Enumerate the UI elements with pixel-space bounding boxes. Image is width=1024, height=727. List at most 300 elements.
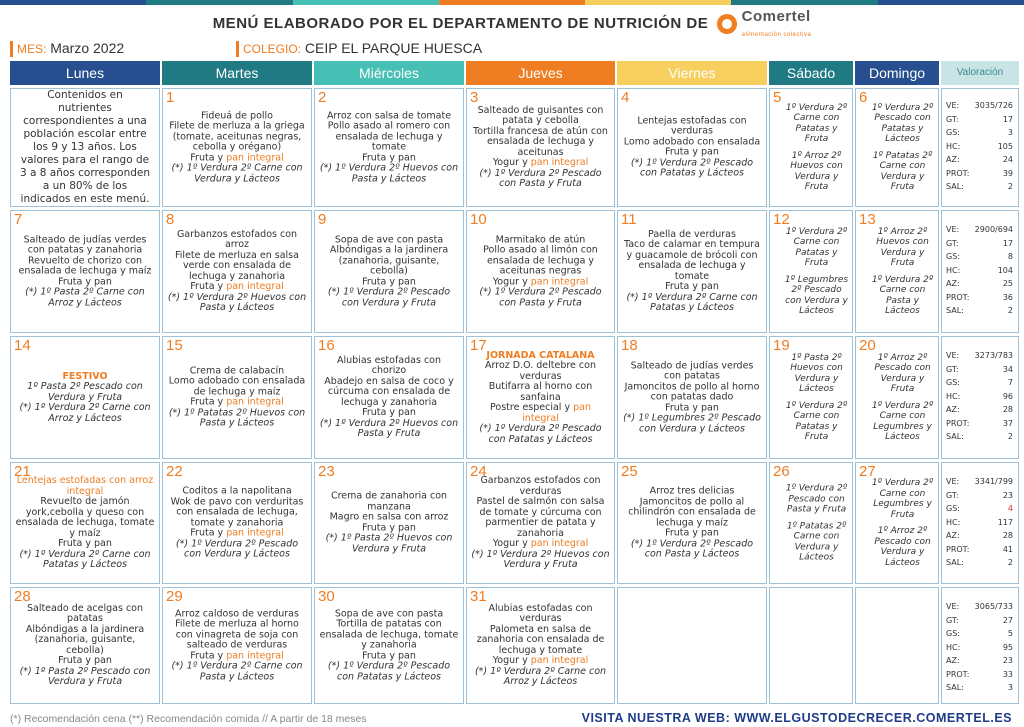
nutrient-row-sal	[946, 430, 1013, 444]
month-marker	[10, 41, 13, 57]
menu-line: (*) 1º Verdura 2º Huevos con Pasta y Lácteos	[319, 162, 459, 184]
menu-line: Fruta y pan integral	[190, 527, 284, 539]
highlight-text: pan integral	[530, 655, 589, 666]
menu-line: Paella de verduras	[648, 228, 736, 240]
day-number: 11	[621, 211, 637, 228]
nutrient-value: 28	[1002, 531, 1013, 540]
day-menu	[319, 609, 459, 683]
nutrient-row-az	[946, 529, 1013, 543]
nutrient-row-ve	[946, 475, 1013, 489]
menu-line: Tortilla de patatas con ensalada de lechuga, tomate y zanahoria	[319, 618, 459, 651]
nutrient-row-gt	[946, 113, 1013, 127]
nutrient-label: GS:	[946, 252, 960, 261]
day-cell	[162, 336, 312, 459]
highlight-text: pan integral	[530, 275, 589, 287]
nutrient-value: 2	[1007, 306, 1013, 315]
nutrient-label: AZ:	[946, 279, 960, 288]
menu-line: 1º Patatas 2º Carne con Verdura y Lácteos	[786, 520, 847, 563]
nutrient-row-az	[946, 403, 1013, 417]
menu-line: Coditos a la napolitana	[182, 485, 292, 497]
nutrient-label: AZ:	[946, 155, 960, 164]
day-cell	[769, 462, 853, 584]
menu-line: Salteado de judías verdes con patatas y zanahoria	[23, 233, 147, 256]
menu-line: (*) 1º Verdura 2º Pescado con Verdura y Fruta	[327, 286, 451, 308]
menu-line: Fruta y pan	[665, 401, 719, 413]
nutrient-row-gs	[946, 250, 1013, 264]
menu-line: 1º Arroz 2º Pescado con Verdura y Lácteos	[874, 526, 931, 568]
nutrient-row-hc	[946, 390, 1013, 404]
menu-line: Fruta y pan integral	[190, 151, 284, 163]
menu-line: Fruta y pan	[58, 275, 112, 287]
menu-line: 1º Arroz 2º Huevos con Verdura y Fruta	[790, 150, 843, 192]
menu-line: Jamoncitos de pollo al horno con patatas dado	[624, 380, 760, 403]
day-number: 21	[14, 463, 31, 480]
day-number: 15	[166, 337, 183, 354]
menu-line: (*) 1º Verdura 2º Carne con Pasta y Lácteos	[171, 660, 303, 682]
day-number: 23	[318, 463, 335, 480]
highlight-text: pan integral	[226, 527, 284, 539]
nutrient-value: 34	[1002, 364, 1013, 374]
footer-website[interactable]: VISITA NUESTRA WEB: WWW.ELGUSTODECRECER.COMERTEL.ES	[581, 711, 1012, 725]
day-number: 1	[166, 89, 175, 106]
nutrient-row-gt	[946, 489, 1013, 503]
day-cell	[855, 88, 939, 207]
menu-line: Fruta y pan	[58, 537, 112, 549]
day-cell	[855, 336, 939, 459]
menu-line: Filete de merluza a la griega (tomate, aceitunas negras, cebolla y orégano)	[169, 120, 305, 153]
day-menu	[870, 353, 935, 443]
menu-line: 1º Legumbres 2º Pescado con Verdura y Lácteos	[784, 274, 849, 316]
nutrient-row-ve	[946, 600, 1013, 614]
day-menu	[167, 230, 307, 314]
day-menu	[471, 235, 610, 309]
day-menu	[471, 106, 610, 190]
nutrient-row-gs	[946, 627, 1013, 641]
menu-line: Fruta y pan	[665, 281, 719, 292]
nutrient-label: PROT:	[946, 292, 970, 302]
menu-line: Sopa de ave con pasta	[334, 607, 444, 619]
highlight-text: pan integral	[522, 401, 591, 424]
menu-line: Wok de pavo con verduritas con ensalada de lechuga, tomate y zanahoria	[170, 495, 304, 528]
menu-line: Garbanzos estofados con verduras	[480, 474, 601, 497]
nutrient-row-sal	[946, 304, 1013, 318]
day-cell	[617, 587, 767, 704]
nutrient-value: 25	[1002, 279, 1013, 288]
day-number: 26	[773, 463, 790, 480]
day-menu	[622, 230, 762, 314]
day-number: 30	[318, 588, 335, 605]
nutrient-label: PROT:	[946, 168, 970, 178]
highlight-text: pan integral	[226, 649, 284, 661]
day-header-3: Miércoles	[314, 61, 464, 85]
day-cell	[769, 587, 853, 704]
nutrient-row-sal	[946, 556, 1013, 570]
day-number: 12	[773, 211, 790, 228]
nutrient-label: GT:	[946, 615, 959, 625]
nutrient-value: 37	[1002, 418, 1013, 428]
nutrient-value: 96	[1002, 391, 1013, 401]
day-cell	[617, 210, 767, 333]
nutrient-row-gs	[946, 126, 1013, 140]
day-menu	[167, 366, 307, 429]
day-cell	[466, 336, 615, 459]
day-number: 5	[773, 89, 782, 106]
day-menu	[784, 483, 849, 563]
day-menu	[870, 227, 935, 317]
menu-line: (*) 1º Verdura 2º Pescado con Pasta y Fruta	[479, 167, 602, 189]
menu-line: (*) 1º Verdura 2º Carne con Arroz y Lácteos	[474, 665, 607, 687]
day-number: 13	[859, 211, 876, 228]
day-number: 28	[14, 588, 31, 605]
menu-line: Yogur y pan integral	[492, 157, 589, 168]
day-menu	[471, 350, 610, 445]
day-header-8: Valoración	[941, 61, 1019, 85]
nutrient-value: 7	[1007, 378, 1013, 387]
day-menu	[15, 604, 155, 688]
nutrient-label: SAL:	[946, 432, 964, 441]
menu-line: (*) 1º Verdura 2º Pescado con Patatas y Lácteos	[479, 422, 602, 445]
day-number: 27	[859, 463, 876, 480]
menu-line: Tortilla francesa de atún con ensalada de lechuga y aceitunas	[473, 125, 608, 158]
nutrient-value: 8	[1007, 252, 1013, 261]
nutrient-value: 23	[1002, 490, 1013, 500]
day-menu	[471, 604, 610, 688]
nutrient-row-ve	[946, 349, 1013, 363]
nutrition-values	[941, 336, 1019, 459]
menu-line: Salteado de guisantes con patata y cebolla	[477, 104, 604, 126]
day-cell	[769, 210, 853, 333]
top-color-bar	[0, 0, 1024, 5]
menu-line: Revuelto de chorizo con ensalada de lechuga y maíz	[18, 254, 152, 277]
menu-line: Fruta y pan integral	[190, 281, 284, 292]
menu-line: Crema de calabacín	[189, 365, 285, 376]
nutrient-label: GT:	[946, 490, 959, 500]
month-value: Marzo 2022	[50, 40, 125, 56]
nutrient-label: SAL:	[946, 182, 964, 191]
menu-line: Pastel de salmón con salsa de tomate y cúrcuma con parmentier de patata y zanahoria	[476, 495, 605, 539]
highlight-text: pan integral	[226, 151, 284, 163]
menu-line: Fruta y pan	[362, 407, 416, 418]
menu-line: (*) 1º Verdura 2º Carne con Patatas y Lácteos	[626, 291, 758, 313]
nutrient-value: 2	[1007, 432, 1013, 441]
highlight-text: pan integral	[530, 537, 589, 549]
nutrient-value: 117	[997, 517, 1013, 527]
menu-line: Fruta y pan	[362, 275, 416, 287]
day-header-6: Sábado	[769, 61, 853, 85]
menu-line: Butifarra al horno con sanfaina	[488, 380, 593, 403]
menu-line: Lentejas estofadas con verduras	[637, 115, 747, 137]
menu-line: Crema de zanahoria con manzana	[330, 490, 448, 512]
menu-line: Yogur y pan integral	[492, 655, 589, 666]
menu-line: Revuelto de jamón york,cebolla y queso con ensalada de lechuga, tomate y maíz	[15, 495, 155, 539]
menu-line: 1º Verdura 2º Pescado con Pasta y Fruta	[785, 483, 848, 515]
highlight-text: Lentejas estofadas con arroz integral	[16, 474, 154, 497]
day-number: 29	[166, 588, 183, 605]
day-cell	[10, 587, 160, 704]
nutrient-value: 17	[1002, 114, 1013, 124]
day-cell	[855, 210, 939, 333]
day-number: 3	[470, 89, 479, 106]
day-cell	[10, 462, 160, 584]
nutrient-row-prot	[946, 543, 1013, 557]
month-field	[10, 40, 124, 58]
day-cell	[617, 462, 767, 584]
nutrient-label: HC:	[946, 265, 961, 275]
nutrient-value: 27	[1002, 615, 1013, 625]
menu-line: Fruta y pan	[362, 649, 416, 661]
day-menu	[15, 476, 155, 571]
day-menu	[870, 103, 935, 193]
menu-line: (*) 1º Verdura 2º Carne con Patatas y Lácteos	[19, 548, 151, 570]
menu-line: 1º Verdura 2º Carne con Patatas y Fruta	[785, 226, 848, 268]
nutrient-label: GS:	[946, 378, 960, 387]
menu-line: Fruta y pan	[58, 655, 112, 666]
day-menu	[319, 492, 459, 555]
nutrient-label: HC:	[946, 391, 961, 401]
menu-line: (*) 1º Verdura 2º Carne con Arroz y Lácteos	[19, 401, 151, 424]
nutrient-label: SAL:	[946, 558, 964, 567]
nutrient-value: 41	[1002, 544, 1013, 554]
footer-note: (*) Recomendación cena (**) Recomendación comida // A partir de 18 meses	[10, 713, 367, 725]
menu-line: 1º Arroz 2º Huevos con Verdura y Fruta	[876, 226, 929, 268]
day-cell	[855, 587, 939, 704]
nutrient-value: 104	[997, 265, 1013, 275]
nutrient-value: 3035/726	[974, 101, 1013, 110]
logo-tagline: alimentación colectiva	[741, 32, 812, 38]
menu-line: 1º Pasta 2º Huevos con Verdura y Lácteos	[790, 352, 843, 394]
menu-line: JORNADA CATALANA	[486, 349, 595, 361]
day-cell	[466, 210, 615, 333]
day-menu	[15, 371, 155, 424]
menu-line: 1º Arroz 2º Pescado con Verdura y Fruta	[874, 352, 931, 394]
menu-line: Arroz con salsa de tomate	[326, 109, 452, 121]
logo-name: Comertel	[741, 8, 811, 25]
nutrient-label: AZ:	[946, 405, 960, 414]
day-menu	[15, 235, 155, 309]
school-marker	[236, 41, 239, 57]
nutrition-values	[941, 587, 1019, 704]
menu-line: (*) 1º Verdura 2º Carne con Verdura y Lácteos	[171, 162, 303, 184]
day-number: 22	[166, 463, 183, 480]
nutrient-label: PROT:	[946, 669, 970, 679]
menu-line: 1º Verdura 2º Carne con Legumbres y Fruta	[871, 478, 934, 520]
nutrition-values	[941, 88, 1019, 207]
nutrient-row-prot	[946, 167, 1013, 181]
nutrient-value: 33	[1002, 669, 1013, 679]
nutrient-row-hc	[946, 641, 1013, 655]
day-cell	[617, 336, 767, 459]
menu-line: (*) 1º Verdura 2º Huevos con Pasta y Lácteos	[167, 291, 307, 313]
menu-line: 1º Verdura 2º Carne con Legumbres y Lácteos	[871, 400, 934, 442]
day-menu	[784, 227, 849, 317]
day-number: 14	[14, 337, 31, 354]
nutrient-value: 36	[1002, 292, 1013, 302]
menu-line: Fruta y pan integral	[190, 649, 284, 661]
nutrient-row-gs	[946, 376, 1013, 390]
nutrient-label: VE:	[946, 477, 960, 486]
day-cell	[769, 336, 853, 459]
menu-line: Yogur y pan integral	[492, 537, 589, 549]
nutrient-row-az	[946, 153, 1013, 167]
menu-line: Postre especial y pan integral	[490, 401, 591, 424]
menu-line: Filete de merluza en salsa verde con ensalada de lechuga y zanahoria	[175, 249, 299, 282]
nutrient-value: 39	[1002, 168, 1013, 178]
menu-line: Yogur y pan integral	[492, 275, 589, 287]
menu-line: Fideuá de pollo	[201, 109, 273, 121]
highlight-text: pan integral	[226, 396, 284, 408]
nutrient-value: 95	[1002, 642, 1013, 652]
day-cell	[314, 462, 464, 584]
menu-line	[15, 476, 155, 497]
nutrient-value: 3	[1007, 683, 1013, 692]
day-number: 17	[470, 337, 487, 354]
menu-line: (*) 1º Verdura 2º Huevos con Pasta y Fruta	[319, 417, 459, 439]
day-number: 8	[166, 211, 175, 228]
menu-line: (*) 1º Verdura 2º Pescado con Verdura y Lácteos	[175, 537, 299, 560]
day-cell	[617, 88, 767, 207]
day-menu	[167, 609, 307, 683]
menu-line: 1º Verdura 2º Carne con Pasta y Lácteos	[871, 274, 934, 316]
nutrient-row-ve	[946, 223, 1013, 237]
day-cell	[10, 336, 160, 459]
nutrient-label: VE:	[946, 602, 960, 611]
menu-line: Alubias estofadas con verduras	[488, 602, 593, 624]
nutrient-row-sal	[946, 180, 1013, 194]
day-cell	[466, 462, 615, 584]
day-menu	[167, 111, 307, 185]
nutrient-value: 28	[1002, 405, 1013, 414]
school-field	[236, 40, 482, 58]
day-number: 9	[318, 211, 327, 228]
menu-line: Arroz caldoso de verduras	[175, 607, 299, 619]
menu-line: Fruta y pan	[665, 527, 719, 539]
school-label: COLEGIO:	[243, 42, 302, 56]
title-text: MENÚ ELABORADO POR EL DEPARTAMENTO DE NUTRICIÓN DE	[212, 14, 709, 32]
menu-line: (*) 1º Pasta 2º Pescado con Verdura y Fruta	[19, 665, 151, 687]
nutrient-row-gt	[946, 363, 1013, 377]
nutrient-row-prot	[946, 417, 1013, 431]
day-cell	[162, 210, 312, 333]
day-cell	[162, 88, 312, 207]
day-menu	[319, 356, 459, 440]
day-cell	[314, 587, 464, 704]
menu-line: (*) 1º Verdura 2º Pescado con Patatas y Lácteos	[630, 157, 754, 179]
day-cell	[314, 336, 464, 459]
menu-line: Lomo adobado con ensalada de lechuga y maíz	[168, 375, 306, 397]
menu-line: Albóndigas a la jardinera (zanahoria, guisante, cebolla)	[25, 623, 145, 656]
nutrient-value: 17	[1002, 238, 1013, 248]
day-menu	[784, 353, 849, 443]
nutrient-row-prot	[946, 668, 1013, 682]
menu-line: Fruta y pan integral	[190, 396, 284, 408]
nutrient-label: GS:	[946, 629, 960, 638]
month-label: MES:	[17, 42, 47, 56]
nutrient-label: VE:	[946, 351, 960, 360]
day-menu	[870, 478, 935, 568]
day-number: 2	[318, 89, 327, 106]
menu-line: (*) 1º Patatas 2º Huevos con Pasta y Lácteos	[168, 407, 306, 429]
day-number: 25	[621, 463, 638, 480]
nutrient-row-az	[946, 277, 1013, 291]
nutrient-row-sal	[946, 681, 1013, 695]
nutrient-value: 3	[1007, 128, 1013, 137]
menu-line: 1º Verdura 2º Carne con Patatas y Fruta	[785, 400, 848, 442]
nutrient-label: PROT:	[946, 544, 970, 554]
menu-line: Abadejo en salsa de coco y cúrcuma con ensalada de lechuga y zanahoria	[324, 375, 454, 408]
menu-line: Alubias estofadas con chorizo	[337, 354, 441, 376]
day-cell	[314, 88, 464, 207]
menu-line: Magro en salsa con arroz	[329, 511, 449, 523]
nutrient-row-hc	[946, 516, 1013, 530]
day-cell	[314, 210, 464, 333]
day-menu	[784, 103, 849, 193]
menu-line: (*) 1º Verdura 2º Pescado con Pasta y Fruta	[479, 286, 602, 308]
nutrient-label: AZ:	[946, 531, 960, 540]
nutrient-row-hc	[946, 264, 1013, 278]
highlight-text: pan integral	[226, 281, 284, 292]
nutrient-label: GT:	[946, 238, 959, 248]
school-value: CEIP EL PARQUE HUESCA	[304, 40, 483, 56]
nutrient-label: GT:	[946, 364, 959, 374]
menu-line: Fruta y pan	[362, 151, 416, 163]
nutrient-row-gs	[946, 502, 1013, 516]
nutrient-value: 2900/694	[974, 225, 1013, 234]
day-number: 20	[859, 337, 876, 354]
comertel-logo	[717, 9, 811, 39]
menu-line: (*) 1º Pasta 2º Carne con Arroz y Lácteos	[25, 286, 145, 308]
nutrient-label: HC:	[946, 517, 961, 527]
day-menu	[319, 111, 459, 185]
menu-line: Albóndigas a la jardinera (zanahoria, guisante, cebolla)	[329, 244, 449, 277]
menu-line: 1º Verdura 2º Pescado con Patatas y Lácteos	[871, 102, 934, 144]
day-header-1: Lunes	[10, 61, 160, 85]
menu-line: Arroz tres delicias	[649, 485, 735, 497]
menu-line: (*) 1º Legumbres 2º Pescado con Verdura y Lácteos	[623, 412, 761, 434]
day-cell	[769, 88, 853, 207]
nutrient-label: SAL:	[946, 306, 964, 315]
nutrient-value: 3341/799	[974, 477, 1013, 486]
menu-line: Pollo asado al romero con ensalada de lechuga y tomate	[327, 120, 451, 153]
menu-line: Fruta y pan	[665, 146, 719, 158]
nutrient-value: 2	[1007, 558, 1013, 567]
nutrient-value: 3065/733	[974, 602, 1013, 611]
menu-line: Fruta y pan	[362, 522, 416, 533]
day-header-5: Viernes	[617, 61, 767, 85]
day-number: 19	[773, 337, 790, 354]
logo-icon	[717, 14, 737, 34]
menu-line: Jamoncitos de pollo al chilindrón con ensalada de lechuga y maíz	[628, 495, 756, 528]
nutrient-label: HC:	[946, 141, 961, 151]
nutrient-value: 5	[1007, 629, 1013, 638]
nutrient-value: 24	[1002, 155, 1013, 164]
nutrient-label: GS:	[946, 128, 960, 137]
day-number: 6	[859, 89, 868, 106]
nutrient-value: 105	[997, 141, 1013, 151]
menu-line: Palometa en salsa de zanahoria con ensalada de lechuga y tomate	[476, 623, 605, 656]
nutrient-label: GT:	[946, 114, 959, 124]
nutrient-label: PROT:	[946, 418, 970, 428]
day-menu	[622, 361, 762, 435]
day-number: 7	[14, 211, 23, 228]
nutrition-values	[941, 210, 1019, 333]
day-cell	[466, 88, 615, 207]
day-menu	[622, 486, 762, 560]
day-cell	[162, 462, 312, 584]
nutrient-row-prot	[946, 291, 1013, 305]
menu-line: FESTIVO	[62, 370, 108, 382]
page-title	[0, 9, 1024, 39]
nutrient-label: AZ:	[946, 656, 960, 665]
